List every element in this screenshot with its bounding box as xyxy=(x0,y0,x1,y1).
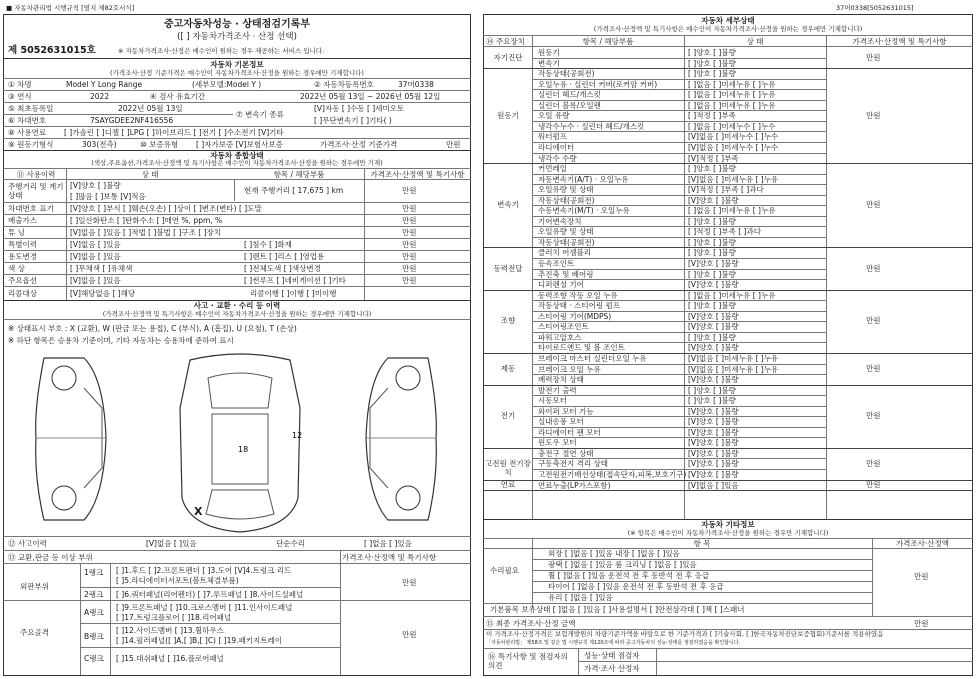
a-rank-label: A랭크 xyxy=(84,608,104,617)
usage-change-item: [ ]렌트 [ ]리스 [ ]영업용 xyxy=(244,252,325,261)
rank-2-items: [ ]6.쿼터패널(리어펜더) [ ]7.루프패널 [ ]8.사이드실패널 xyxy=(116,590,304,599)
detail-state: [ ]양호 [ ]불량 xyxy=(688,69,736,79)
detail-item: 작동상태(공회전) xyxy=(538,69,595,79)
detail-item: 추진축 및 베어링 xyxy=(538,269,594,279)
color-label: 색 상 xyxy=(8,264,25,273)
detail-state: [V]양호 [ ]불량 xyxy=(688,280,739,290)
detail-row-divider xyxy=(532,131,826,132)
legal-sub: 「자동차관리법」 제58조 및 같은 법 시행규칙 제120조에 따라 중고자동차의 성능·상태를 점검하였음을 확인합니다. xyxy=(486,640,741,646)
detail-item: 스티어링조인트 xyxy=(538,322,589,332)
detail-item: 디퍼렌셜 기어 xyxy=(538,280,584,290)
recall-item: 리콜이행 [ ]이행 [ ]미이행 xyxy=(250,289,337,298)
detail-state: [V]양호 [ ]불량 xyxy=(688,406,739,416)
detail-item: 냉각수누수 · 실린더 헤드/개스킷 xyxy=(538,121,645,131)
detail-state: [V]양호 [ ]불량 xyxy=(688,322,739,332)
detail-state: [ ]양호 [ ]불량 xyxy=(688,48,736,57)
detail-row-divider xyxy=(532,58,826,59)
mileage-current: 현재 주행거리 [ 17,675 ] km xyxy=(244,186,344,195)
detail-state: [V]양호 [ ]불량 xyxy=(688,259,739,268)
detail-item: 실린더 블록/오일팬 xyxy=(538,100,601,110)
extra-note: (※ 항목은 매수인이 자동차가격조사·산정을 원하는 경우만 기재합니다) xyxy=(627,529,829,537)
emission-price: 만원 xyxy=(402,216,417,225)
detail-state: [V]적정 [ ]부족 xyxy=(688,153,739,163)
extra-price: 만원 xyxy=(914,572,929,581)
form-reference: ■ 자동차관리법 시행규칙 [별지 제82호서식] xyxy=(6,4,135,12)
detail-item: 시동모터 xyxy=(538,396,567,406)
extra-col-item: 항 목 xyxy=(693,539,711,548)
main-frame-price: 만원 xyxy=(402,630,417,639)
detail-item: 변속기 xyxy=(538,58,560,68)
detail-state: [ ]양호 [ ]불량 xyxy=(688,396,736,406)
engine-type-value: 303(전측) xyxy=(82,140,117,149)
exchange-price-header: 가격조사·산정액 및 특기사항 xyxy=(342,553,437,562)
detail-row-divider xyxy=(532,110,826,111)
rank-1-items-2: [ ]5.라디에이터서포트(볼트체결부품) xyxy=(116,576,239,585)
accident-legend: ※ 상태표시 부호 : X (교환), W (판금 또는 용접), C (부식), A (흠집), U (요철), T (손상) xyxy=(8,324,297,333)
detail-state: [ ]양호 [ ]불량 xyxy=(688,237,736,247)
detail-state: [V]없음 [ ]있음 xyxy=(688,480,739,490)
detail-state: [V]양호 [ ]불량 xyxy=(688,417,739,427)
detail-state: [V]없음 [ ]미세누수 [ ]누수 xyxy=(688,132,779,142)
status-note: (색상,주요옵션,가격조사·산정액 및 특기사항은 매수인이 자동차가격조사·산정을 원하는 경우에만 기재) xyxy=(91,159,383,167)
vin-mark-state: [V]양호 [ ]부식 [ ]훼손(오손) [ ]상이 [ ]변조(변타) [ ]도말 xyxy=(70,204,262,213)
detail-item: 오일누유 · 실린더 커버(로커암 커버) xyxy=(538,79,658,89)
detail-item: 라디에이터 xyxy=(538,142,575,152)
detail-item: 브레이크 오일 누유 xyxy=(538,364,601,374)
base-price-unit: 만원 xyxy=(446,140,461,149)
repair-needed-label: 수리필요 xyxy=(490,566,519,575)
detail-col-state: 상 태 xyxy=(746,37,764,46)
rank-1-items: [ ]1.후드 [ ]2.프론트펜더 [ ]3.도어 [V]4.트렁크 리드 xyxy=(116,566,292,575)
year-label: ③ 연식 xyxy=(8,92,32,101)
detail-item: 작동상태(공회전) xyxy=(538,237,595,247)
special-history-price: 만원 xyxy=(402,240,417,249)
mileage-amount: [ ]많음 [ ]보통 [V]적음 xyxy=(70,192,146,201)
color-price: 만원 xyxy=(402,264,417,273)
detail-group-name: 변속기 xyxy=(497,200,519,210)
detail-state: [ ]양호 [ ]불량 xyxy=(688,269,736,279)
detail-group-name: 자기진단 xyxy=(493,52,523,62)
detail-state: [ ]양호 [ ]불량 xyxy=(688,332,736,342)
basic-info-title: 자동차 기본정보 xyxy=(210,60,264,69)
mileage-label: 주행거리 및 계기상태 xyxy=(8,182,64,200)
detail-state: [V]적정 [ ]부족 [ ]과다 xyxy=(688,185,764,195)
detail-state: [ ]양호 [ ]불량 xyxy=(688,216,736,226)
option-price: 만원 xyxy=(402,276,417,285)
basic-info-note: (가격조사·산정 기준가격은 매수인이 자동차가격조사·산정을 원하는 경우에만 기재합니다) xyxy=(110,69,364,77)
reg-number-label: ② 자동차등록번호 xyxy=(314,80,374,89)
detail-group-name: 제동 xyxy=(500,363,516,373)
detail-state: [ ]없음 [ ]미세누유 [ ]누유 xyxy=(688,100,776,110)
detail-col-item: 항목 / 해당부품 xyxy=(582,37,634,46)
option-label: 주요옵션 xyxy=(8,276,37,285)
color-state: [ ]무채색 [ ]유채색 xyxy=(70,264,133,273)
extra-title: 자동차 기타정보 xyxy=(701,520,755,529)
usage-change-price: 만원 xyxy=(402,252,417,261)
inspection-validity-value: 2022년 05월 13일 ~ 2026년 05월 12일 xyxy=(300,92,441,101)
detail-item: 오일 유량 xyxy=(538,111,570,121)
extra-row-tire: 타이어 [ ]없음 [ ]있음 운전석 전 후 동반석 전 후 응급 xyxy=(548,582,724,591)
detail-group-price: 만원 xyxy=(866,110,881,120)
detail-group-name: 조향 xyxy=(500,316,516,326)
service-notice: ※ 자동차가격조사·산정은 매수인이 원하는 경우 제공하는 서비스 입니다. xyxy=(118,47,325,55)
main-frame-label: 주요골격 xyxy=(20,628,49,637)
simple-repair-label: 단순수리 xyxy=(276,539,305,548)
transmission-label: ⑦ 변속기 종류 xyxy=(236,110,284,119)
detail-state: [V]양호 [ ]불량 xyxy=(688,343,739,353)
detail-state: [V]없음 [ ]미세누유 [ ]누유 xyxy=(688,364,779,374)
special-history-state: [V]없음 [ ]있음 xyxy=(70,240,121,249)
first-reg-label: ⑤ 최초등록일 xyxy=(8,104,54,113)
detail-state: [V]양호 [ ]불량 xyxy=(688,459,739,469)
detail-item: 클러치 어셈블리 xyxy=(538,248,592,258)
detail-item: 오일유량 및 상태 xyxy=(538,227,594,237)
detail-state: [V]없음 [ ]미세누유 [ ]누유 xyxy=(688,353,779,363)
usage-change-state: [V]없음 [ ]있음 xyxy=(70,252,121,261)
transmission-value: [V]자동 [ ]수동 [ ]세미오토 xyxy=(314,104,405,113)
detail-item: 수동변속기(M/T) · 오일누유 xyxy=(538,206,630,216)
detail-state: [ ]양호 [ ]불량 xyxy=(688,164,736,174)
document-title: 중고자동차성능 · 상태점검기록부 xyxy=(163,19,310,30)
b-rank-items-2: [ ]14.필러패널([ ]A,[ ]B,[ ]C) [ ]19.패키지트레이 xyxy=(116,636,283,645)
detail-group-price: 만원 xyxy=(866,479,881,489)
car-left-side-diagram xyxy=(14,348,134,528)
detail-state: [ ]양호 [ ]불량 xyxy=(688,58,736,68)
outer-panel-label: 외판부위 xyxy=(20,582,49,591)
detail-group-price: 만원 xyxy=(866,458,881,468)
fuel-label: ⑧ 사용연료 xyxy=(8,128,47,137)
detail-item: 커먼레일 xyxy=(538,164,567,174)
serial-number: 제 5052631015호 xyxy=(8,45,96,56)
detail-group-name: 동력전달 xyxy=(493,263,523,273)
document-number: 37머0338[5052631015] xyxy=(836,4,914,12)
emission-label: 배출가스 xyxy=(8,216,37,225)
detail-item: 실내송풍 모터 xyxy=(538,417,584,427)
rank-2-label: 2랭크 xyxy=(84,590,104,599)
detail-state: [ ]적정 [ ]부족 xyxy=(688,111,736,121)
detail-item: 워터펌프 xyxy=(538,132,567,142)
recall-state: [V]해당없음 [ ]해당 xyxy=(70,289,136,298)
a-rank-items-2: [ ]17.트렁크플로어 [ ]18.리어패널 xyxy=(116,613,232,622)
status-col-price: 가격조사·산정액 및 특기사항 xyxy=(370,170,465,179)
extra-row-polish: 광택 [ ]없음 [ ]있음 룸 크리닝 [ ]없음 [ ]있음 xyxy=(548,560,697,569)
detail-item: 등속조인트 xyxy=(538,259,575,268)
detail-state: [ ]양호 [ ]불량 xyxy=(688,301,736,311)
detail-state: [V]없음 [ ]미세누유 [ ]누유 xyxy=(688,174,779,184)
detail-item: 라디에이터 팬 모터 xyxy=(538,427,601,437)
year-value: 2022 xyxy=(90,92,110,101)
mileage-state: [V]양호 [ ]불량 xyxy=(70,181,121,190)
accident-title: 사고 · 교환 · 수리 등 이력 xyxy=(193,301,281,310)
vin-mark-price: 만원 xyxy=(402,204,417,213)
special-notes-label: ⑯ 특기사항 및 점검자의 의견 xyxy=(488,652,568,670)
fuel-value: [ ]가솔린 [ ]디젤 [ ]LPG [ ]하이브리드 [ ]전기 [ ]수소전기 [V]기타 xyxy=(64,128,284,137)
detail-item: 와이퍼 모터 기능 xyxy=(538,406,594,416)
inspection-validity-label: ④ 검사 유효기간 xyxy=(150,92,205,101)
detail-state: [ ]양호 [ ]불량 xyxy=(688,248,736,258)
vin-value: 7SAYGDEE2NF416556 xyxy=(90,116,174,125)
option-item: [ ]썬루프 [ ]네비게이션 [ ]기타 xyxy=(244,276,346,285)
detail-group-price: 만원 xyxy=(866,411,881,421)
tuning-state: [V]없음 [ ]있음 [ ]적법 [ ]불법 [ ]구조 [ ]장치 xyxy=(70,228,222,237)
detail-item: 브레이크 마스터 실린더오일 누유 xyxy=(538,353,647,363)
detail-group-name: 연료 xyxy=(500,479,516,489)
rank-1-label: 1랭크 xyxy=(84,568,104,577)
a-rank-items: [ ]9.프론트패널 [ ]10.크로스멤버 [ ]11.인사이드패널 xyxy=(116,603,293,612)
detail-note: (가격조사·산정액 및 특기사항은 매수인이 자동차가격조사·산정을 원하는 경우에만 기재합니다) xyxy=(593,25,863,33)
status-col-item: 항목 / 해당부품 xyxy=(273,170,325,179)
transmission-value-2: [ ]무단변속기 [ ]기타( ) xyxy=(314,116,392,125)
b-rank-items: [ ]12.사이드멤버 [ ]13.휠하우스 xyxy=(116,626,224,635)
detail-item: 배력장치 상태 xyxy=(538,375,584,385)
legal-note: 이 가격조사·산정가격은 보험개발원의 차량기준가액을 바탕으로 한 기준가격과 [ ]기술사회, [ ]한국자동차진단보증협회)기준서를 적용하였음 xyxy=(486,630,884,638)
c-rank-label: C랭크 xyxy=(84,654,104,663)
detail-state: [ ]없음 [ ]미세누유 [ ]누유 xyxy=(688,290,776,300)
detail-state: [ ]양호 [ ]불량 xyxy=(688,385,736,395)
detail-item: 기어변속장치 xyxy=(538,216,582,226)
accident-legend-2: ※ 하단 항목은 승용차 기준이며, 기타 자동차는 승용차에 준하여 표시 xyxy=(8,336,234,345)
detail-state: [ ]적정 [ ]부족 [ ]과다 xyxy=(688,227,761,237)
c-rank-items: [ ]15.대쉬패널 [ ]16.플로어패널 xyxy=(116,654,224,663)
car-right-side-diagram xyxy=(338,348,458,528)
detail-state: [V]양호 [ ]불량 xyxy=(688,195,739,205)
tuning-label: 튜 닝 xyxy=(8,228,25,237)
extra-col-price: 가격조사·산정액 xyxy=(895,539,950,548)
detail-state: [V]양호 [ ]불량 xyxy=(688,470,739,479)
detail-state: [V]양호 [ ]불량 xyxy=(688,375,739,385)
detail-state: [ ]없음 [ ]미세누유 [ ]누유 xyxy=(688,79,776,89)
special-history-item: [ ]침수 [ ]화재 xyxy=(244,240,292,249)
b-rank-label: B랭크 xyxy=(84,632,104,641)
final-price-unit: 만원 xyxy=(914,619,929,628)
detail-row-divider xyxy=(532,258,826,259)
detail-state: [V]양호 [ ]불량 xyxy=(688,448,739,458)
car-top-diagram xyxy=(150,348,330,534)
detail-state: [V]없음 [ ]미세누수 [ ]누수 xyxy=(688,142,779,152)
detail-state: [V]양호 [ ]불량 xyxy=(688,427,739,437)
svg-text:18: 18 xyxy=(238,445,249,454)
base-price-label: 가격조사·산정 기준가격 xyxy=(320,140,398,149)
detail-group-price: 만원 xyxy=(866,263,881,273)
detail-group-name: 고전원 전기장치 xyxy=(485,458,531,477)
detail-state: [ ]없음 [ ]미세누유 [ ]누유 xyxy=(688,206,776,216)
extra-row-basic-items: 기본품목 보유상태 [ ]없음 [ ]있음 [ ]사용설명서 [ ]안전삼각대 [ ]잭 [ ]스패너 xyxy=(490,605,745,614)
reg-number-value: 37머0338 xyxy=(398,80,434,89)
detail-item: 충전구 절연 상태 xyxy=(538,448,594,458)
svg-text:12: 12 xyxy=(292,431,303,440)
first-reg-value: 2022년 05월 13일 xyxy=(118,104,183,113)
detail-state: [ ]없음 [ ]미세누수 [ ]누수 xyxy=(688,121,776,131)
exchange-title: ⑬ 교환,판금 등 이상 부위 xyxy=(8,553,93,562)
detail-group-name: 전기 xyxy=(500,411,516,421)
detail-item: 구동축전지 격리 상태 xyxy=(538,459,608,469)
car-model-detail: (세부모델:Model Y ) xyxy=(192,80,262,89)
detail-group-name: 원동기 xyxy=(497,110,519,120)
car-name-label: ① 차명 xyxy=(8,80,32,89)
detail-item: 오일유량 및 상태 xyxy=(538,185,594,195)
extra-row-glass: 유리 [ ]없음 [ ]있음 xyxy=(548,593,613,602)
document-subtitle: ([ ] 자동차가격조사 · 산정 선택) xyxy=(177,32,297,42)
detail-item: 동력조향 작동 오일 누유 xyxy=(538,290,618,300)
inspector-label: 성능·상태 점검자 xyxy=(584,651,640,660)
outer-panel-price: 만원 xyxy=(402,578,417,587)
status-col-use: ⑪ 사용이력 xyxy=(16,170,56,179)
detail-item: 발전기 출력 xyxy=(538,385,577,395)
detail-item: 작동상태 · 스티어링 펌프 xyxy=(538,301,620,311)
detail-item: 자동변속기(A/T) · 오일누유 xyxy=(538,174,629,184)
accident-history-label: ⑫ 사고이력 xyxy=(8,539,47,548)
color-item: [ ]전체도색 [ ]색상변경 xyxy=(244,264,321,273)
detail-row-divider xyxy=(532,142,826,143)
detail-item: 원동기 xyxy=(538,48,560,57)
mileage-price: 만원 xyxy=(402,186,417,195)
detail-col-price: 가격조사·산정액 및 특기사항 xyxy=(852,37,947,46)
detail-title: 자동차 세부상태 xyxy=(701,16,755,25)
status-col-state: 상 태 xyxy=(141,170,159,179)
vin-mark-label: 차대번호 표기 xyxy=(8,204,54,213)
detail-col-main: ⑭ 주요장치 xyxy=(486,37,525,46)
detail-item: 파워고압호스 xyxy=(538,332,582,342)
diagram-exchange-mark: X xyxy=(194,505,203,518)
car-name-value: Model Y Long Range xyxy=(66,80,143,89)
detail-item: 스티어링 기어(MDPS) xyxy=(538,311,612,321)
emission-state: [ ]일산화탄소 [ ]탄화수소 [ ]매연 %, ppm, % xyxy=(70,216,223,225)
warranty-value: [ ]자가보증 [V]보험사보증 xyxy=(196,140,283,149)
status-title: 자동차 종합상태 xyxy=(210,151,264,160)
recall-label: 리콜대상 xyxy=(8,289,37,298)
extra-row-wheel: 휠 [ ]없음 [ ]있음 운전석 전 후 동반석 전 후 응급 xyxy=(548,571,710,580)
detail-item: 타이로드엔드 및 볼 조인트 xyxy=(538,343,625,353)
detail-item: 실린더 헤드/개스킷 xyxy=(538,90,601,100)
detail-item: 윈도우 모터 xyxy=(538,438,577,448)
detail-item: 고전원전기배선상태(접속단자,피복,보호기구) xyxy=(538,470,687,479)
detail-state: [V]양호 [ ]불량 xyxy=(688,311,739,321)
accident-history-value: [V]없음 [ ]있음 xyxy=(146,539,197,548)
detail-state: [ ]없음 [ ]미세누유 [ ]누유 xyxy=(688,90,776,100)
warranty-label: ⑩ 보증유형 xyxy=(140,140,179,149)
detail-item: 냉각수 수량 xyxy=(538,153,577,163)
detail-group-price: 만원 xyxy=(866,363,881,373)
usage-change-label: 용도변경 xyxy=(8,252,37,261)
engine-type-label: ⑨ 원동기형식 xyxy=(8,140,54,149)
detail-state: [V]양호 [ ]불량 xyxy=(688,438,739,448)
tuning-price: 만원 xyxy=(402,228,417,237)
detail-item: 연료누출(LP가스포함) xyxy=(538,480,611,490)
detail-group-price: 만원 xyxy=(866,200,881,210)
detail-item: 작동상태(공회전) xyxy=(538,195,595,205)
option-state: [V]없음 [ ]있음 xyxy=(70,276,121,285)
accident-note: (가격조사·산정액 및 특기사항은 매수인이 자동차가격조사·산정을 원하는 경우에만 기재합니다) xyxy=(102,310,372,318)
detail-group-price: 만원 xyxy=(866,316,881,326)
detail-group-price: 만원 xyxy=(866,52,881,62)
simple-repair-value: [ ]없음 [ ]있음 xyxy=(364,539,412,548)
detail-group-divider xyxy=(483,490,973,491)
extra-row-exterior: 외장 [ ]없음 [ ]있음 내장 [ ]없음 [ ]있음 xyxy=(548,549,680,558)
detail-row-divider xyxy=(532,395,826,396)
special-history-label: 특별이력 xyxy=(8,240,37,249)
vin-label: ⑥ 차대번호 xyxy=(8,116,47,125)
appraiser-label: 가격·조사 산정자 xyxy=(584,664,640,673)
final-price-label: ⑮ 최종 가격조사·산정 금액 xyxy=(486,619,576,628)
